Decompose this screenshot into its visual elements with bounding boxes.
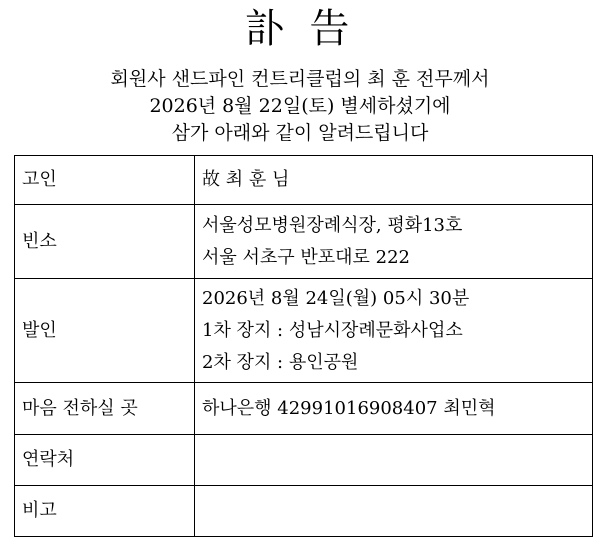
label-procession: 발인 [15,279,195,383]
intro-line-3: 삼가 아래와 같이 알려드립니다 [171,122,429,144]
table-row-funeral-hall [15,205,593,279]
funeral-hall-address: 서울 서초구 반포대로 222 [202,246,411,268]
table-row-procession [15,279,593,383]
procession-burial-2: 2차 장지 : 용인공원 [202,351,359,373]
value-deceased: 故 최 훈 님 [195,156,593,205]
table-row-condolence [15,383,593,435]
announcement-intro [0,66,600,147]
value-funeral-hall [195,205,593,279]
value-contact [195,435,593,486]
page-title: 訃 告 [244,6,356,52]
obituary-info-table [14,155,593,537]
label-remarks: 비고 [15,486,195,537]
label-funeral-hall: 빈소 [15,205,195,279]
label-deceased: 고인 [15,156,195,205]
procession-burial-1: 1차 장지 : 성남시장례문화사업소 [202,319,463,341]
label-condolence: 마음 전하실 곳 [15,383,195,435]
table-row-remarks [15,486,593,537]
intro-line-2: 2026년 8월 22일(토) 별세하셨기에 [149,95,451,117]
procession-datetime: 2026년 8월 24일(월) 05시 30분 [202,287,470,309]
table-row-deceased [15,156,593,205]
value-condolence: 하나은행 42991016908407 최민혁 [195,383,593,435]
value-remarks [195,486,593,537]
intro-line-1: 회원사 샌드파인 컨트리클럽의 최 훈 전무께서 [110,68,490,90]
label-contact: 연락처 [15,435,195,486]
funeral-hall-name: 서울성모병원장례식장, 평화13호 [202,214,463,236]
table-row-contact [15,435,593,486]
value-procession [195,279,593,383]
